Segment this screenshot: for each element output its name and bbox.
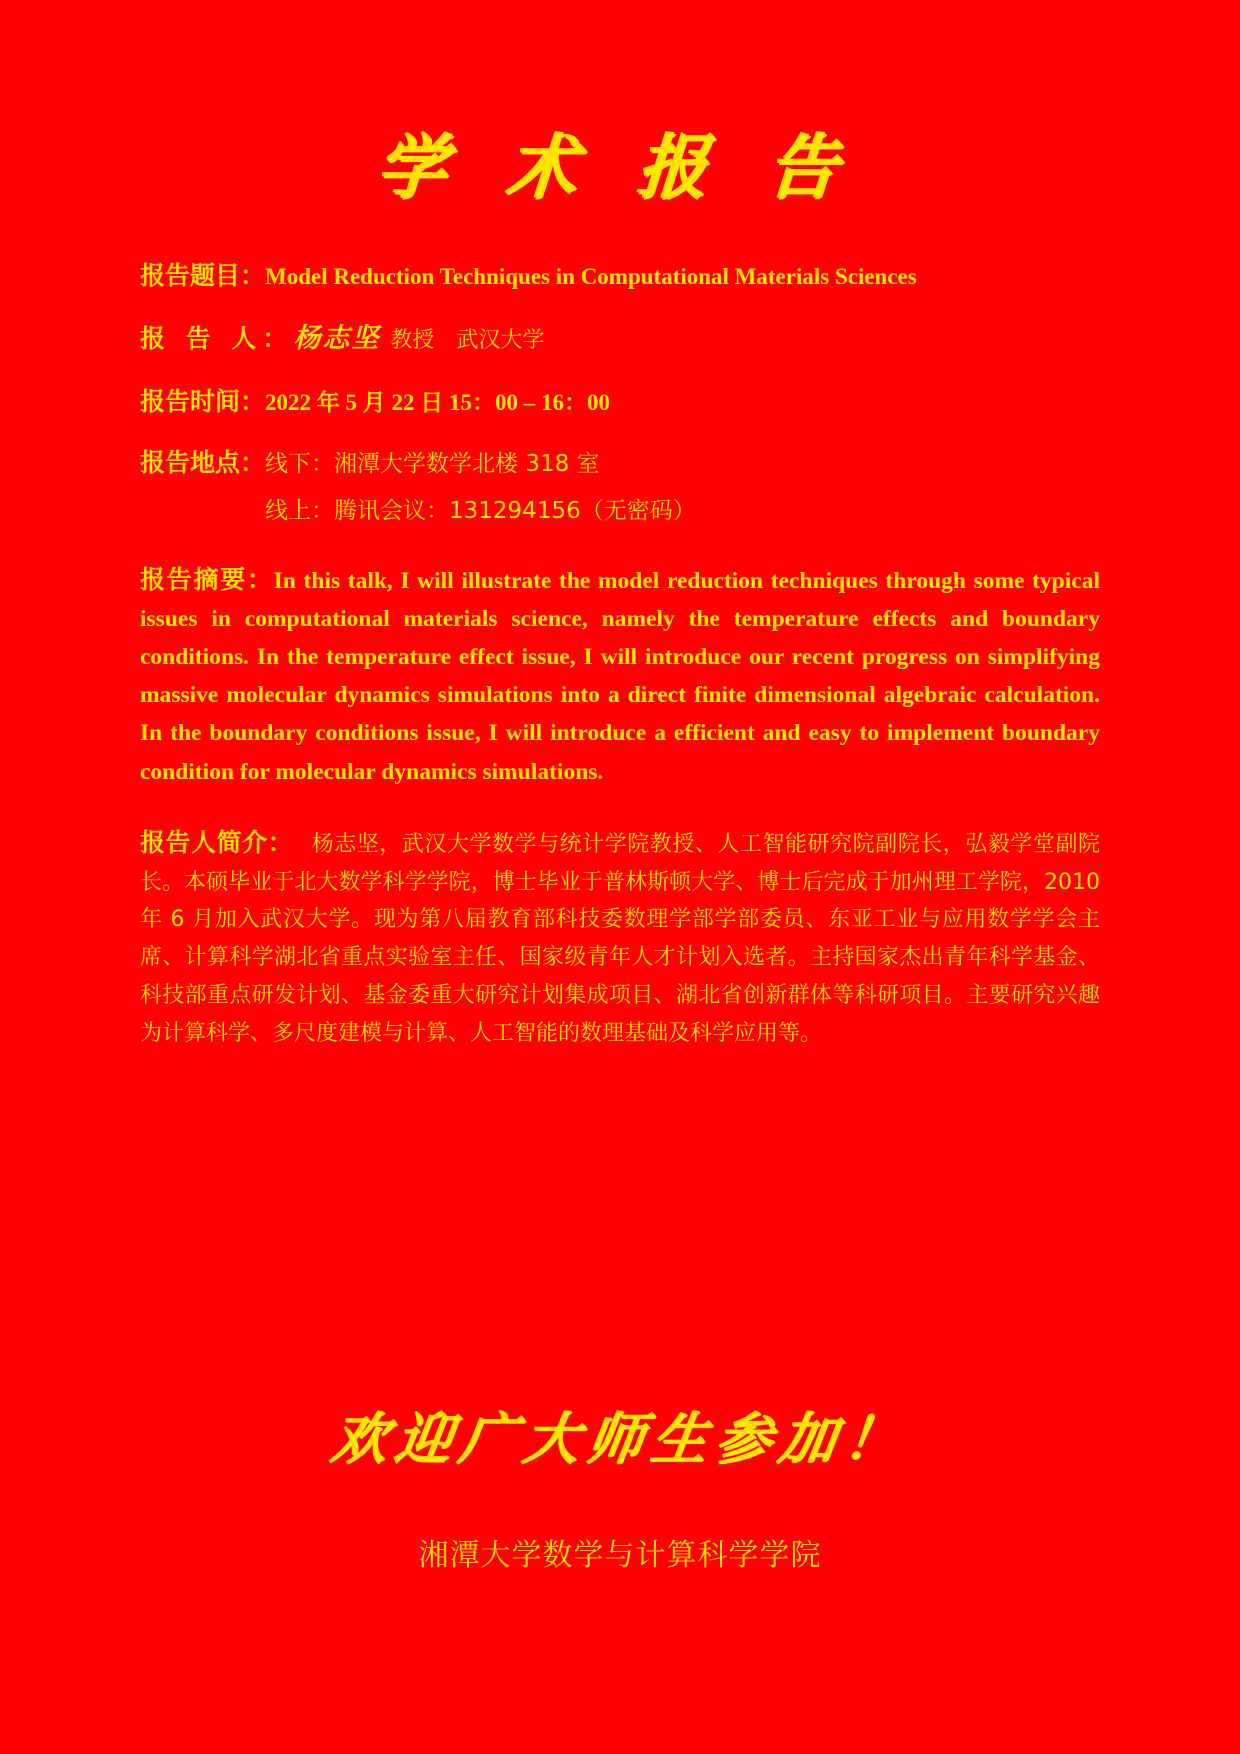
speaker-row bbox=[140, 322, 1100, 356]
venue-row bbox=[140, 447, 1100, 526]
welcome-banner: 欢迎广大师生参加！ bbox=[326, 1407, 912, 1472]
speaker-rank: 教授 bbox=[390, 327, 435, 353]
time-row bbox=[140, 386, 1100, 418]
topic-row bbox=[140, 260, 1100, 292]
bio-paragraph bbox=[140, 821, 1100, 1053]
page-title: 学 术 报 告 bbox=[372, 126, 858, 208]
abstract-text: In this talk, I will illustrate the model reduction techniques through some typical issues in computational materials science, namely the temperature effects and boundary conditions. In the temperature effect issue, I will introduce our recent progress on simplifying massive molecular dynamics simulations into a direct finite dimensional algebraic calculation. In the boundary conditions issue, I will introduce a efficient and easy to implement boundary condition for molecular dynamics simulations. bbox=[140, 567, 1100, 785]
bio-text: 杨志坚，武汉大学数学与统计学院教授、人工智能研究院副院长，弘毅学堂副院长。本硕毕业于北大数学科学学院，博士毕业于普林斯顿大学、博士后完成于加州理工学院，2010 年 6 月加入武汉大学。现为第八届教育部科技委数理学部学部委员、东亚工业与应用数学学会主席、计算科学湖北省重点实验室主任、国家级青年人才计划入选者。主持国家杰出青年科学基金、科技部重点研发计划、基金委重大研究计划集成项目、湖北省创新群体等科研项目。主要研究兴趣为计算科学、多尺度建模与计算、人工智能的数理基础及科学应用等。 bbox=[140, 831, 1100, 1046]
speaker-label: 报 告 人： bbox=[140, 323, 294, 353]
speaker-name: 杨志坚 bbox=[293, 322, 381, 354]
speaker-affiliation: 武汉大学 bbox=[456, 327, 545, 353]
venue-label: 报告地点： bbox=[140, 448, 266, 478]
venue-offline: 线下：湘潭大学数学北楼 318 室 bbox=[265, 451, 600, 478]
venue-lines bbox=[265, 450, 696, 526]
abstract-paragraph bbox=[140, 560, 1100, 791]
topic-value: Model Reduction Techniques in Computational Materials Sciences bbox=[265, 264, 917, 289]
abstract-label: 报告摘要： bbox=[140, 564, 274, 594]
abstract-block bbox=[140, 560, 1100, 791]
topic-label: 报告题目： bbox=[140, 261, 266, 290]
venue-online: 线上：腾讯会议：131294156（无密码） bbox=[265, 498, 696, 524]
bio-block bbox=[140, 821, 1100, 1053]
bio-label: 报告人简介： bbox=[140, 827, 294, 857]
time-value: 2022 年 5 月 22 日 15：00 – 16：00 bbox=[265, 389, 611, 415]
organizer-footer: 湘潭大学数学与计算科学学院 bbox=[418, 1538, 822, 1573]
info-block bbox=[140, 260, 1100, 526]
time-label: 报告时间： bbox=[140, 386, 266, 416]
